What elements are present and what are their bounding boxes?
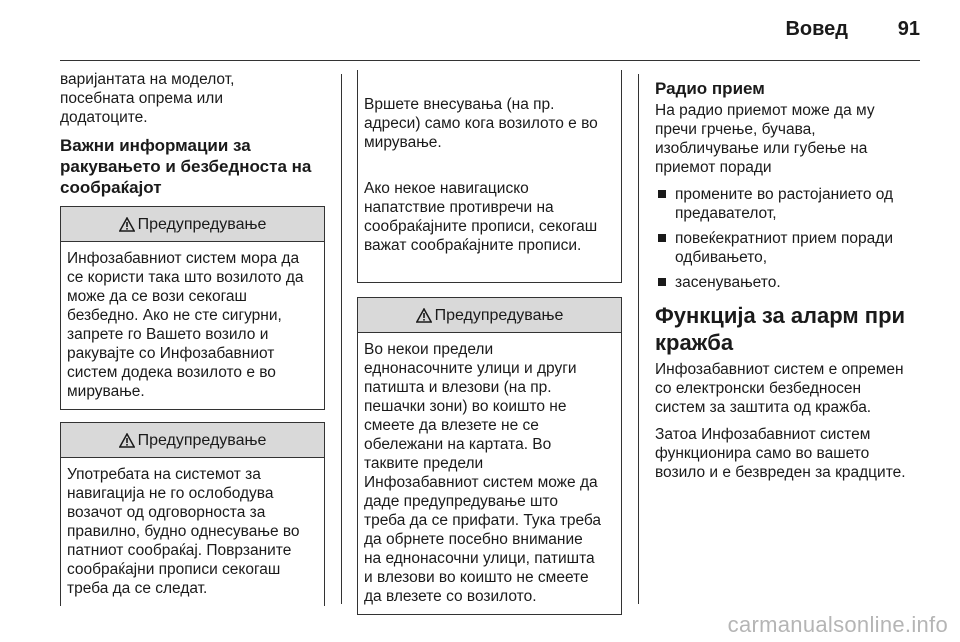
radio-text: На радио приемот може да му пречи грчење, бучава, изобличување или губење на приемот поради bbox=[655, 102, 875, 176]
input-note: Вршете внесувања (на пр. адреси) само кога возилото е во мирување. bbox=[364, 96, 598, 151]
continued-box bbox=[357, 70, 622, 283]
list-item: промените во растојанието од предавателот, bbox=[655, 185, 920, 223]
column-3 bbox=[655, 70, 920, 490]
bullet-icon bbox=[658, 234, 666, 242]
column-2 bbox=[357, 70, 622, 627]
warning-title: Предупредување bbox=[137, 431, 267, 449]
list-item: повеќекратниот прием поради одбивањето, bbox=[655, 229, 920, 267]
alarm-heading: Функција за аларм при кражба bbox=[655, 303, 906, 355]
warning-title: Предупредување bbox=[434, 306, 564, 324]
section-title: Вовед bbox=[785, 18, 848, 40]
warning-icon bbox=[119, 217, 135, 232]
alarm-text-2: Затоа Инфозабавниот систем функционира само во вашето возило и е безвреден за крадците. bbox=[655, 426, 906, 481]
page-header bbox=[0, 0, 960, 60]
header-rule bbox=[60, 60, 920, 61]
bullet-icon bbox=[658, 278, 666, 286]
warning-text: Инфозабавниот систем мора да се користи така што возилото да може да се вози секогаш безбедно. Ако не сте сигурни, запрете го Вашето возило и ракувајте со Инфозабавниот систем додека возилото е во мирување. bbox=[67, 250, 304, 400]
radio-heading: Радио прием bbox=[655, 79, 765, 98]
page-number: 91 bbox=[897, 18, 920, 40]
warning-box-2 bbox=[60, 422, 325, 606]
warning-title: Предупредување bbox=[137, 215, 267, 233]
alarm-text-1: Инфозабавниот систем е опремен со електронски безбедносен систем за заштита од кражба. bbox=[655, 361, 904, 416]
warning-icon bbox=[416, 308, 432, 323]
warning-text: Употребата на системот за навигација не го ослободува возачот од одговорноста за правилно, будно однесување во патниот сообраќај. Поврзаните сообраќајни прописи секогаш треба да се следат. bbox=[67, 466, 300, 597]
column-1 bbox=[60, 70, 325, 606]
warning-box-3 bbox=[357, 297, 622, 615]
warning-text: Во некои предели еднонасочните улици и други патишта и влезови (на пр. пешачки зони) во коишто не смеете да влезете не се обележани на картата. Во таквите предели Инфозабавниот систем може да даде предупредување што треба да се прифати. Тука треба да обрнете посебно внимание на еднонасочни улици, патишта и влезови во коишто не смеете да влезете со возилото. bbox=[364, 341, 602, 605]
column-divider-1 bbox=[341, 74, 342, 604]
watermark-text: carmanualsonline.info bbox=[727, 612, 948, 637]
warning-header bbox=[61, 207, 324, 242]
navigation-note: Ако некое навигациско напатствие противречи на сообраќајните прописи, секогаш важат сообраќајните прописи. bbox=[364, 180, 598, 254]
safety-heading: Важни информации за ракувањето и безбедноста на сообраќајот bbox=[60, 136, 312, 197]
warning-icon bbox=[119, 433, 135, 448]
list-item: засенувањето. bbox=[655, 273, 920, 292]
intro-text: варијантата на моделот, посебната опрема или додатоците. bbox=[60, 71, 235, 126]
column-divider-2 bbox=[638, 74, 639, 604]
warning-box-1 bbox=[60, 206, 325, 410]
bullet-icon bbox=[658, 190, 666, 198]
warning-header bbox=[61, 423, 324, 458]
warning-header bbox=[358, 298, 621, 333]
radio-bullet-list bbox=[655, 185, 920, 292]
